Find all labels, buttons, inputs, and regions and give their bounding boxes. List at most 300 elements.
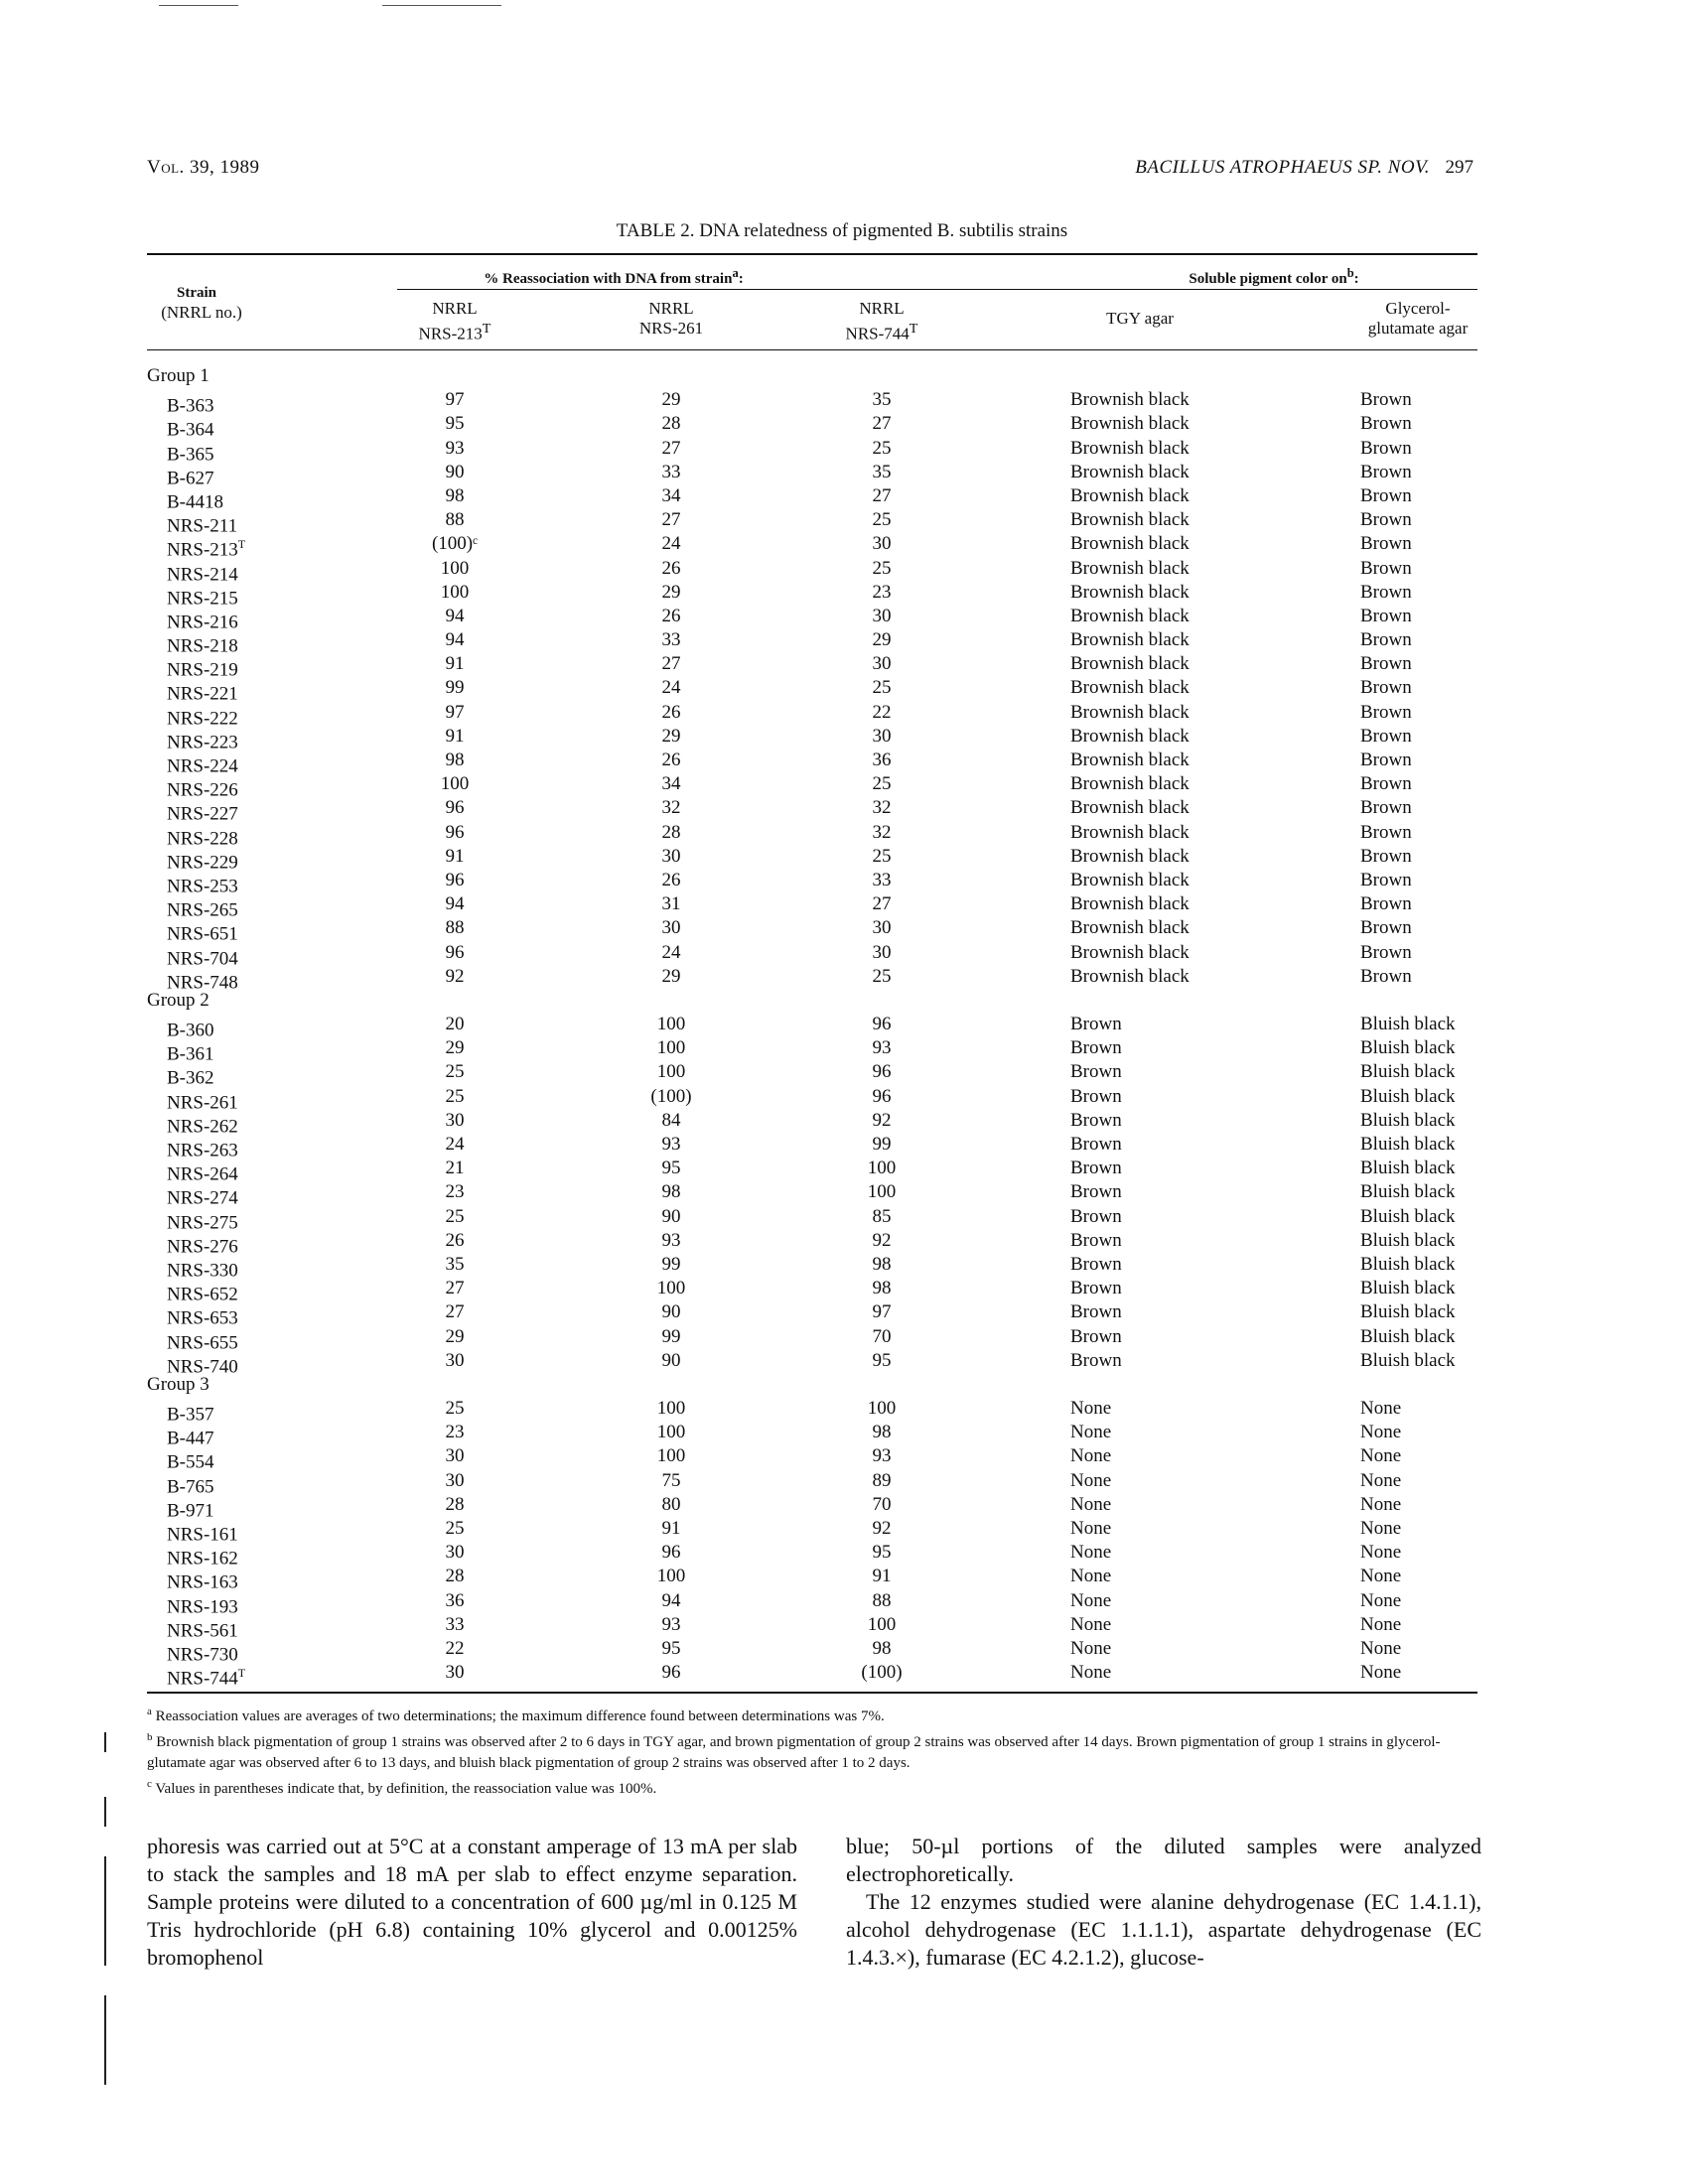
table-row xyxy=(147,749,1477,777)
reassociation-underline xyxy=(397,289,1052,290)
gg-pigment-cell: Bluish black xyxy=(1360,1181,1456,1203)
strain-name: NRS-655 xyxy=(167,1331,238,1353)
reassociation-value-2: 26 xyxy=(661,750,681,770)
scan-margin-mark xyxy=(104,1995,106,2085)
table-row xyxy=(147,1180,1477,1209)
strain-name: NRS-224 xyxy=(167,755,238,777)
strain-name: B-4418 xyxy=(167,491,223,513)
table-row xyxy=(147,1300,1477,1329)
reassociation-value-1: 36 xyxy=(445,1589,465,1611)
scan-margin-mark xyxy=(104,1797,106,1827)
table-row xyxy=(147,652,1477,681)
reassociation-value-2: 26 xyxy=(661,605,681,626)
tgy-pigment-cell: Brownish black xyxy=(1070,389,1190,411)
group-label: Group 2 xyxy=(147,989,210,1011)
reassociation-value-1: 91 xyxy=(445,653,465,675)
reassociation-value-3: 25 xyxy=(872,509,892,531)
strain-name: NRS-216 xyxy=(167,612,238,633)
table-row xyxy=(147,772,1477,801)
strain-name: NRS-218 xyxy=(167,635,238,657)
tgy-pigment-cell: Brownish black xyxy=(1070,893,1190,915)
strain-name: NRS-221 xyxy=(167,683,238,705)
tgy-pigment-cell: Brown xyxy=(1070,1181,1122,1203)
reassociation-value-1: 23 xyxy=(445,1181,465,1203)
strain-name: B-362 xyxy=(167,1067,214,1089)
reassociation-value-1: 92 xyxy=(445,965,465,987)
tgy-pigment-cell: Brownish black xyxy=(1070,557,1190,579)
header-reassociation-label: % Reassociation with DNA from strain xyxy=(484,271,733,287)
gg-pigment-cell: Bluish black xyxy=(1360,1061,1456,1083)
reassociation-value-2: 100 xyxy=(656,1566,686,1587)
reassociation-value-2: 94 xyxy=(661,1589,681,1611)
table-row xyxy=(147,796,1477,825)
running-title-species: BACILLUS ATROPHAEUS xyxy=(1135,157,1353,178)
strain-name: NRS-264 xyxy=(167,1163,238,1185)
header-ref3-strain: NRS-744 xyxy=(845,324,910,343)
strain-name: NRS-213 xyxy=(167,539,238,561)
reassociation-value-2: 24 xyxy=(661,941,681,963)
table-row xyxy=(147,484,1477,513)
reassociation-value-1: 30 xyxy=(445,1542,465,1564)
reassociation-value-2: 30 xyxy=(661,917,681,939)
gg-pigment-cell: Brown xyxy=(1360,605,1412,626)
strain-name: NRS-214 xyxy=(167,563,238,585)
strain-name: NRS-275 xyxy=(167,1211,238,1233)
reassociation-value-3: 29 xyxy=(872,629,892,651)
reassociation-value-2: 98 xyxy=(661,1181,681,1203)
header-ref2 xyxy=(592,299,751,339)
reassociation-value-3: 33 xyxy=(872,869,892,890)
reassociation-value-2: 26 xyxy=(661,869,681,890)
header-bottom-rule xyxy=(147,349,1477,350)
strain-name: NRS-223 xyxy=(167,732,238,753)
reassociation-value-3: 30 xyxy=(872,725,892,747)
gg-pigment-cell: None xyxy=(1360,1445,1402,1467)
strain-cell xyxy=(167,1661,245,1691)
strain-name: B-447 xyxy=(167,1428,214,1449)
gg-pigment-cell: Bluish black xyxy=(1360,1109,1456,1131)
header-strain-label: Strain xyxy=(176,285,216,301)
table-caption: TABLE 2. DNA relatedness of pigmented B. subtilis strains xyxy=(616,220,1068,241)
scan-rule-right xyxy=(382,5,501,6)
reassociation-value-3: 30 xyxy=(872,533,892,555)
gg-pigment-cell: Brown xyxy=(1360,965,1412,987)
tgy-pigment-cell: Brownish black xyxy=(1070,509,1190,531)
reassociation-value-2: 32 xyxy=(661,797,681,819)
header-ref1-line1: NRRL xyxy=(432,299,478,318)
tgy-pigment-cell: None xyxy=(1070,1518,1112,1539)
reassociation-value-3: 85 xyxy=(872,1205,892,1227)
gg-pigment-cell: Brown xyxy=(1360,797,1412,819)
strain-name: NRS-261 xyxy=(167,1091,238,1113)
reassociation-value-2: 100 xyxy=(656,1445,686,1467)
reassociation-value-2: 95 xyxy=(661,1637,681,1659)
reassociation-value-1: 96 xyxy=(445,869,465,890)
table-row xyxy=(147,1493,1477,1522)
table-row xyxy=(147,628,1477,657)
group-label: Group 3 xyxy=(147,1373,210,1395)
header-gg-line2: glutamate agar xyxy=(1367,319,1469,338)
table-row xyxy=(147,1325,1477,1353)
pigment-underline xyxy=(1052,289,1477,290)
reassociation-value-2: 26 xyxy=(661,557,681,579)
reassociation-value-1: 28 xyxy=(445,1566,465,1587)
reassociation-value-3: 92 xyxy=(872,1518,892,1539)
table-row xyxy=(147,1613,1477,1642)
table-row xyxy=(147,1421,1477,1449)
reassociation-value-1: 99 xyxy=(445,677,465,699)
reassociation-value-2: 90 xyxy=(661,1349,681,1371)
body-column-right xyxy=(846,1833,1481,1972)
strain-name: NRS-652 xyxy=(167,1284,238,1305)
strain-name: NRS-651 xyxy=(167,923,238,945)
strain-name: NRS-226 xyxy=(167,779,238,801)
reassociation-value-2: 33 xyxy=(661,461,681,482)
reassociation-value-2: (100) xyxy=(650,1085,692,1107)
reassociation-value-1: 90 xyxy=(445,461,465,482)
reassociation-value-1: 25 xyxy=(445,1061,465,1083)
reassociation-value-3: 25 xyxy=(872,845,892,867)
reassociation-value-3: 98 xyxy=(872,1278,892,1299)
tgy-pigment-cell: None xyxy=(1070,1662,1112,1684)
reassociation-value-3: 27 xyxy=(872,413,892,435)
gg-pigment-cell: Bluish black xyxy=(1360,1085,1456,1107)
strain-name: NRS-211 xyxy=(167,515,238,537)
reassociation-value-3: 92 xyxy=(872,1229,892,1251)
header-tgy xyxy=(1060,309,1219,329)
tgy-pigment-cell: Brownish black xyxy=(1070,413,1190,435)
table-row xyxy=(147,508,1477,537)
strain-name: NRS-561 xyxy=(167,1620,238,1642)
scan-rule-left xyxy=(159,5,238,6)
header-ref2-line1: NRRL xyxy=(648,299,694,318)
gg-pigment-cell: Bluish black xyxy=(1360,1205,1456,1227)
reassociation-value-2: 99 xyxy=(661,1253,681,1275)
header-pigment: Soluble pigment color $on^b$: xyxy=(1189,266,1359,287)
table-row xyxy=(147,437,1477,465)
reassociation-value-2: 100 xyxy=(656,1278,686,1299)
gg-pigment-cell: Bluish black xyxy=(1360,1301,1456,1323)
strain-name: B-357 xyxy=(167,1404,214,1426)
reassociation-value-3: 100 xyxy=(867,1181,897,1203)
tgy-pigment-cell: None xyxy=(1070,1493,1112,1515)
table-row xyxy=(147,581,1477,610)
strain-name: NRS-330 xyxy=(167,1260,238,1282)
reassociation-value-2: 27 xyxy=(661,509,681,531)
strain-name: NRS-653 xyxy=(167,1307,238,1329)
reassociation-value-2: 96 xyxy=(661,1662,681,1684)
reassociation-value-3: 93 xyxy=(872,1445,892,1467)
reassociation-value-3: 36 xyxy=(872,750,892,770)
table-row xyxy=(147,1157,1477,1185)
footnote-b xyxy=(147,1727,1477,1774)
table-row xyxy=(147,941,1477,969)
reassociation-value-1: 97 xyxy=(445,701,465,723)
table-row xyxy=(147,1517,1477,1546)
reassociation-value-2: 29 xyxy=(661,965,681,987)
reassociation-value-3: 96 xyxy=(872,1085,892,1107)
table-row xyxy=(147,557,1477,585)
reassociation-value-1: 27 xyxy=(445,1278,465,1299)
footnote-c xyxy=(147,1774,1477,1800)
reassociation-value-2: 29 xyxy=(661,389,681,411)
reassociation-value-2: 30 xyxy=(661,845,681,867)
header-ref1-strain: NRS-213 xyxy=(418,324,483,343)
reassociation-value-1: 25 xyxy=(445,1518,465,1539)
tgy-pigment-cell: Brown xyxy=(1070,1085,1122,1107)
gg-pigment-cell: None xyxy=(1360,1662,1402,1684)
table-row xyxy=(147,916,1477,945)
gg-pigment-cell: Brown xyxy=(1360,437,1412,459)
strain-name: NRS-162 xyxy=(167,1548,238,1570)
gg-pigment-cell: Brown xyxy=(1360,629,1412,651)
reassociation-value-1: 100 xyxy=(440,557,470,579)
gg-pigment-cell: Bluish black xyxy=(1360,1158,1456,1179)
tgy-pigment-cell: None xyxy=(1070,1613,1112,1635)
reassociation-value-1: 30 xyxy=(445,1662,465,1684)
gg-pigment-cell: Bluish black xyxy=(1360,1278,1456,1299)
table-top-rule xyxy=(147,253,1477,255)
tgy-pigment-cell: Brownish black xyxy=(1070,821,1190,843)
tgy-pigment-cell: Brownish black xyxy=(1070,605,1190,626)
strain-name: B-360 xyxy=(167,1020,214,1041)
tgy-pigment-cell: None xyxy=(1070,1566,1112,1587)
reassociation-value-1: 23 xyxy=(445,1422,465,1443)
reassociation-value-3: 25 xyxy=(872,437,892,459)
strain-name: NRS-222 xyxy=(167,707,238,729)
tgy-pigment-cell: Brownish black xyxy=(1070,965,1190,987)
tgy-pigment-cell: Brown xyxy=(1070,1134,1122,1155)
strain-name: NRS-229 xyxy=(167,852,238,874)
table-row xyxy=(147,1036,1477,1065)
tgy-pigment-cell: Brown xyxy=(1070,1037,1122,1059)
strain-name: B-554 xyxy=(167,1451,214,1473)
strain-name: B-627 xyxy=(167,468,214,489)
table-row xyxy=(147,1589,1477,1617)
reassociation-value-1: 20 xyxy=(445,1014,465,1035)
page-number: 297 xyxy=(1445,157,1474,178)
reassociation-value-3: 25 xyxy=(872,773,892,795)
strain-name: B-364 xyxy=(167,419,214,441)
reassociation-value-3: 96 xyxy=(872,1014,892,1035)
gg-pigment-cell: Bluish black xyxy=(1360,1229,1456,1251)
table-row xyxy=(147,1637,1477,1666)
tgy-pigment-cell: Brown xyxy=(1070,1301,1122,1323)
header-gg xyxy=(1338,299,1497,339)
gg-pigment-cell: Brown xyxy=(1360,869,1412,890)
tgy-pigment-cell: None xyxy=(1070,1542,1112,1564)
reassociation-value-2: 27 xyxy=(661,437,681,459)
header-ref3-line2 xyxy=(802,319,961,344)
tgy-pigment-cell: Brownish black xyxy=(1070,484,1190,506)
reassociation-value-1: 98 xyxy=(445,750,465,770)
type-strain-mark: T xyxy=(237,1666,246,1681)
strain-name: B-361 xyxy=(167,1043,214,1065)
gg-pigment-cell: Brown xyxy=(1360,557,1412,579)
body-column-left xyxy=(147,1833,797,1972)
reassociation-value-2: 80 xyxy=(661,1493,681,1515)
reassociation-value-2: 34 xyxy=(661,484,681,506)
table-row xyxy=(147,1109,1477,1138)
reassociation-value-1: 94 xyxy=(445,893,465,915)
gg-pigment-cell: Brown xyxy=(1360,389,1412,411)
table-row xyxy=(147,605,1477,633)
strain-name: B-971 xyxy=(167,1500,214,1522)
tgy-pigment-cell: Brown xyxy=(1070,1061,1122,1083)
footnote-a-text: Reassociation values are averages of two determinations; the maximum difference found between determinations was 7%. xyxy=(155,1708,885,1724)
table-row xyxy=(147,388,1477,417)
strain-name: NRS-265 xyxy=(167,899,238,921)
reassociation-value-3: 89 xyxy=(872,1469,892,1491)
reassociation-value-1: 25 xyxy=(445,1205,465,1227)
reassociation-value-2: 24 xyxy=(661,533,681,555)
group-heading-row xyxy=(147,364,1477,388)
table-row xyxy=(147,1397,1477,1426)
reassociation-value-2: 34 xyxy=(661,773,681,795)
reassociation-value-1: 22 xyxy=(445,1637,465,1659)
reassociation-value-2: 100 xyxy=(656,1422,686,1443)
table-row xyxy=(147,965,1477,994)
gg-pigment-cell: None xyxy=(1360,1589,1402,1611)
reassociation-value-1: 35 xyxy=(445,1253,465,1275)
header-ref3-line1: NRRL xyxy=(859,299,905,318)
reassociation-value-3: 23 xyxy=(872,581,892,603)
footnote-a-mark: a xyxy=(147,1706,152,1717)
reassociation-value-1: 30 xyxy=(445,1445,465,1467)
strain-name: NRS-228 xyxy=(167,827,238,849)
strain-name: NRS-730 xyxy=(167,1644,238,1666)
tgy-pigment-cell: Brown xyxy=(1070,1109,1122,1131)
header-ref1-line2 xyxy=(375,319,534,344)
gg-pigment-cell: Brown xyxy=(1360,581,1412,603)
tgy-pigment-cell: Brownish black xyxy=(1070,533,1190,555)
tgy-pigment-cell: Brownish black xyxy=(1070,701,1190,723)
gg-pigment-cell: Brown xyxy=(1360,484,1412,506)
gg-pigment-cell: Bluish black xyxy=(1360,1325,1456,1347)
table-row xyxy=(147,725,1477,753)
reassociation-value-3: 91 xyxy=(872,1566,892,1587)
table-row xyxy=(147,821,1477,849)
tgy-pigment-cell: Brownish black xyxy=(1070,437,1190,459)
gg-pigment-cell: None xyxy=(1360,1637,1402,1659)
reassociation-value-3: 30 xyxy=(872,917,892,939)
strain-name: NRS-744 xyxy=(167,1668,238,1690)
reassociation-value-1: 88 xyxy=(445,917,465,939)
reassociation-value-1: 33 xyxy=(445,1613,465,1635)
tgy-pigment-cell: Brown xyxy=(1070,1325,1122,1347)
footnote-mark-a: a xyxy=(732,266,739,280)
tgy-pigment-cell: Brownish black xyxy=(1070,797,1190,819)
table-row xyxy=(147,1013,1477,1041)
reassociation-value-3: 95 xyxy=(872,1542,892,1564)
gg-pigment-cell: Brown xyxy=(1360,773,1412,795)
scan-margin-mark xyxy=(104,1856,106,1966)
gg-pigment-cell: Brown xyxy=(1360,509,1412,531)
gg-pigment-cell: Bluish black xyxy=(1360,1349,1456,1371)
table-row xyxy=(147,1469,1477,1497)
table-row xyxy=(147,1661,1477,1690)
strain-name: NRS-704 xyxy=(167,947,238,969)
reassociation-value-3: 35 xyxy=(872,389,892,411)
gg-pigment-cell: Bluish black xyxy=(1360,1014,1456,1035)
reassociation-value-3: 22 xyxy=(872,701,892,723)
table-row xyxy=(147,1133,1477,1161)
table-row xyxy=(147,892,1477,921)
gg-pigment-cell: Bluish black xyxy=(1360,1037,1456,1059)
footnote-c-text: Values in parentheses indicate that, by definition, the reassociation value was 100%. xyxy=(155,1781,657,1797)
reassociation-value-2: 93 xyxy=(661,1134,681,1155)
reassociation-value-1: 29 xyxy=(445,1037,465,1059)
table-body xyxy=(147,364,1477,1690)
reassociation-value-2: 31 xyxy=(661,893,681,915)
tgy-pigment-cell: Brownish black xyxy=(1070,461,1190,482)
gg-pigment-cell: Brown xyxy=(1360,725,1412,747)
reassociation-value-3: 100 xyxy=(867,1398,897,1420)
strain-name: NRS-276 xyxy=(167,1236,238,1258)
reassociation-value-3: 88 xyxy=(872,1589,892,1611)
reassociation-value-2: 100 xyxy=(656,1061,686,1083)
gg-pigment-cell: Brown xyxy=(1360,677,1412,699)
reassociation-value-1: 91 xyxy=(445,725,465,747)
tgy-pigment-cell: Brownish black xyxy=(1070,677,1190,699)
tgy-pigment-cell: None xyxy=(1070,1589,1112,1611)
table-row xyxy=(147,1444,1477,1473)
reassociation-value-3: (100) xyxy=(861,1662,903,1684)
strain-name: NRS-262 xyxy=(167,1116,238,1138)
gg-pigment-cell: Bluish black xyxy=(1360,1253,1456,1275)
type-strain-mark: T xyxy=(237,537,246,552)
strain-name: NRS-253 xyxy=(167,876,238,897)
reassociation-value-1: 21 xyxy=(445,1158,465,1179)
gg-pigment-cell: Brown xyxy=(1360,461,1412,482)
table-row xyxy=(147,845,1477,874)
strain-name: NRS-274 xyxy=(167,1187,238,1209)
gg-pigment-cell: Brown xyxy=(1360,893,1412,915)
running-title xyxy=(1135,157,1430,179)
reassociation-value-3: 100 xyxy=(867,1158,897,1179)
footnote-b-text: Brownish black pigmentation of group 1 strains was observed after 2 to 6 days in TGY agar, and brown pigmentation of group 2 strains was observed after 14 days. Brown pigmentation of group 1 strains in glycerol-glutamate agar was observed after 6 to 13 days, and bluish black pigmentation of group 2 strains was observed after 1 to 2 days. xyxy=(147,1734,1441,1771)
reassociation-value-3: 30 xyxy=(872,653,892,675)
reassociation-value-2: 28 xyxy=(661,413,681,435)
tgy-pigment-cell: Brownish black xyxy=(1070,653,1190,675)
reassociation-value-3: 70 xyxy=(872,1493,892,1515)
tgy-pigment-cell: Brownish black xyxy=(1070,750,1190,770)
reassociation-value-2: 95 xyxy=(661,1158,681,1179)
tgy-pigment-cell: Brown xyxy=(1070,1253,1122,1275)
reassociation-value-3: 93 xyxy=(872,1037,892,1059)
header-reassociation: % Reassociation with DNA from strain$^a$: xyxy=(484,266,744,287)
strain-name: NRS-161 xyxy=(167,1524,238,1546)
gg-pigment-cell: Brown xyxy=(1360,845,1412,867)
reassociation-value-2: 29 xyxy=(661,725,681,747)
gg-pigment-cell: None xyxy=(1360,1493,1402,1515)
tgy-pigment-cell: None xyxy=(1070,1445,1112,1467)
gg-pigment-cell: None xyxy=(1360,1566,1402,1587)
reassociation-value-2: 33 xyxy=(661,629,681,651)
reassociation-value-2: 93 xyxy=(661,1229,681,1251)
reassociation-value-3: 27 xyxy=(872,484,892,506)
reassociation-value-2: 26 xyxy=(661,701,681,723)
gg-pigment-cell: Brown xyxy=(1360,917,1412,939)
tgy-pigment-cell: Brown xyxy=(1070,1349,1122,1371)
gg-pigment-cell: Brown xyxy=(1360,653,1412,675)
strain-name: NRS-740 xyxy=(167,1356,238,1378)
table-row xyxy=(147,869,1477,897)
tgy-pigment-cell: Brownish black xyxy=(1070,725,1190,747)
strain-name: B-365 xyxy=(167,443,214,465)
reassociation-value-1: 27 xyxy=(445,1301,465,1323)
strain-name: B-363 xyxy=(167,395,214,417)
